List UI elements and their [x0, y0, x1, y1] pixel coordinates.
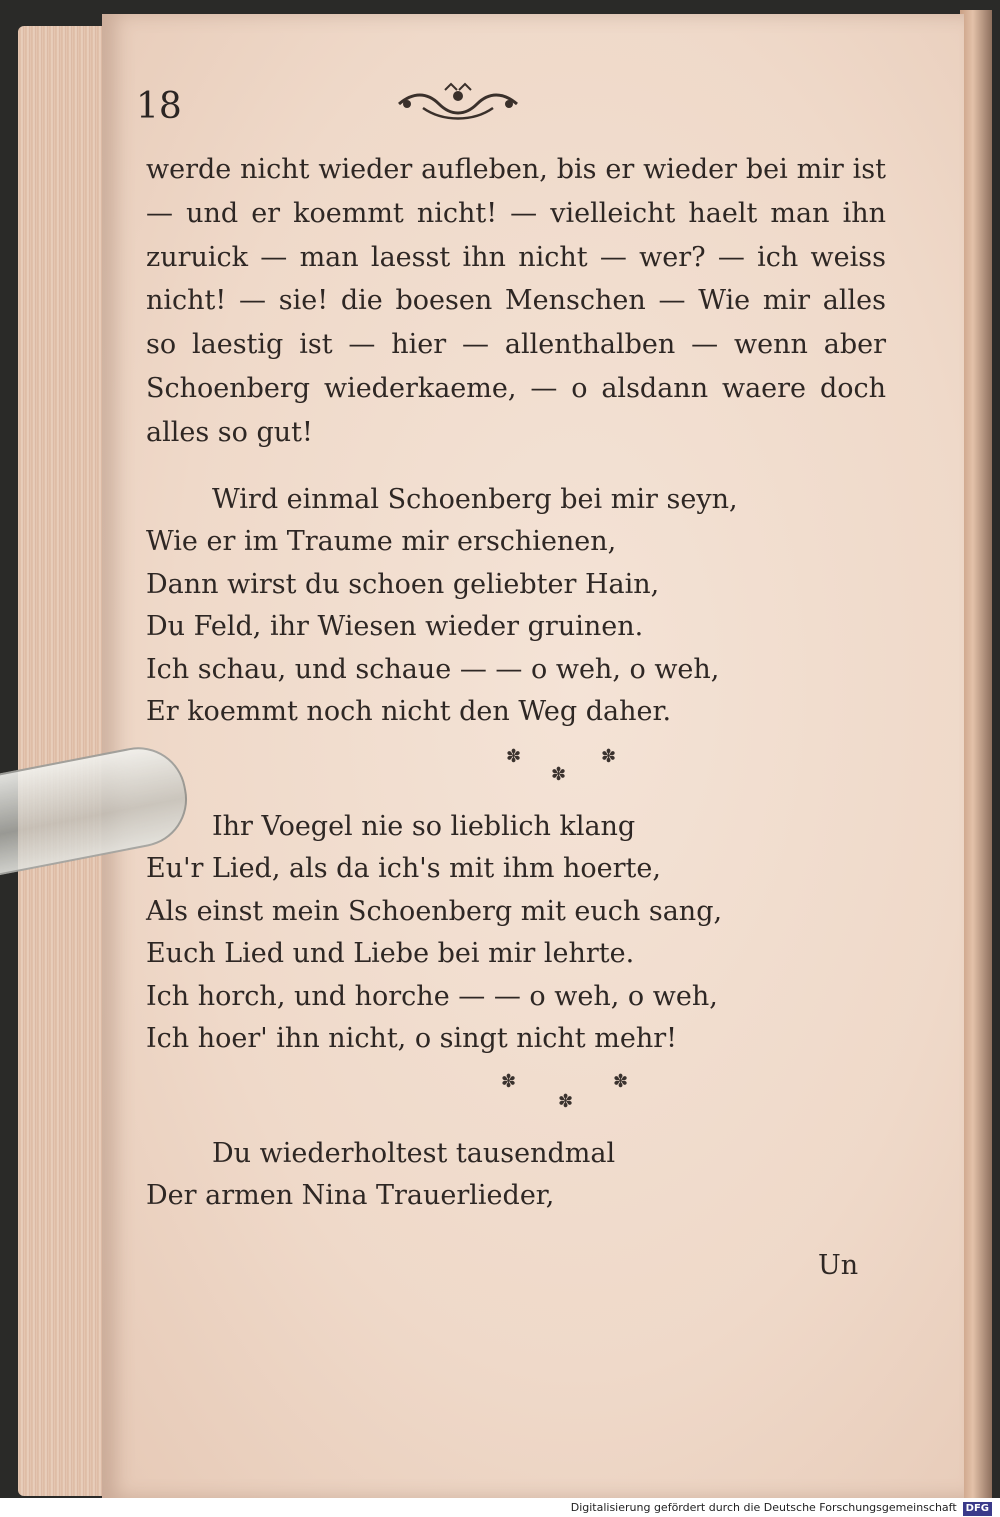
- verse-line: Als einst mein Schoenberg mit euch sang,: [146, 895, 723, 927]
- asterism-divider: [146, 740, 886, 800]
- verse-line: Euch Lied und Liebe bei mir lehrte.: [146, 938, 635, 970]
- prose-line: werde nicht wieder aufleben, bis er wieder bei: [146, 154, 788, 185]
- prose-line: ist — hier — allenthalben — wenn aber: [299, 329, 887, 361]
- asterism-star-icon: ✽: [558, 1090, 574, 1112]
- verse-line: Der armen Nina Trauerlieder,: [146, 1180, 555, 1212]
- verse-line: Du Feld, ihr Wiesen wieder gruinen.: [146, 611, 644, 643]
- prose-line: nicht — wer? — ich weiss nicht! — sie! die: [146, 241, 886, 317]
- verse-line: Ich schau, und schaue — — o weh, o weh,: [146, 653, 720, 685]
- poem-stanza-1: [146, 479, 886, 734]
- prose-line: Schoenberg wiederkaeme, — o alsdann waere: [146, 372, 807, 404]
- poem-stanza-3: [146, 1133, 886, 1218]
- verse-line: Ich hoer' ihn nicht, o singt nicht mehr!: [146, 1023, 677, 1055]
- asterism-divider: [146, 1067, 886, 1127]
- header-ornament-icon: [393, 82, 523, 126]
- asterism-star-icon: ✽: [501, 1070, 517, 1092]
- asterism-star-icon: ✽: [551, 763, 567, 785]
- asterism-star-icon: ✽: [506, 745, 522, 767]
- prose-line: mir ist — und er koemmt nicht! — vielleicht: [146, 154, 886, 229]
- verse-line: Wird einmal Schoenberg bei mir seyn,: [212, 483, 738, 515]
- verse-line: Du wiederholtest tausendmal: [212, 1137, 616, 1169]
- page-number: 18: [136, 86, 182, 127]
- prose-line: doch alles so gut!: [146, 372, 886, 448]
- dfg-logo: DFG: [963, 1502, 992, 1516]
- book-right-edge: [960, 10, 992, 1498]
- verse-line: Dann wirst du schoen geliebter Hain,: [146, 568, 660, 600]
- poem-stanza-2: [146, 806, 886, 1061]
- prose-paragraph: [146, 148, 886, 455]
- verse-line: Ich horch, und horche — — o weh, o weh,: [146, 980, 718, 1012]
- digitization-footer: [0, 1498, 1000, 1517]
- verse-line: Wie er im Traume mir erschienen,: [146, 526, 617, 558]
- asterism-star-icon: ✽: [613, 1070, 629, 1092]
- prose-line: boesen Menschen — Wie mir alles so laestig: [146, 285, 887, 361]
- verse-line: Ihr Voegel nie so lieblich klang: [212, 810, 636, 842]
- verse-line: Er koemmt noch nicht den Weg daher.: [146, 696, 672, 728]
- text-block: [146, 148, 886, 1218]
- verse-line: Eu'r Lied, als da ich's mit ihm hoerte,: [146, 853, 661, 885]
- asterism-star-icon: ✽: [601, 745, 617, 767]
- prose-line: haelt man ihn zuruick — man laesst ihn: [146, 197, 886, 273]
- footer-credit: Digitalisierung gefördert durch die Deutsche Forschungsgemeinschaft: [570, 1501, 957, 1514]
- catchword: Un: [818, 1250, 859, 1281]
